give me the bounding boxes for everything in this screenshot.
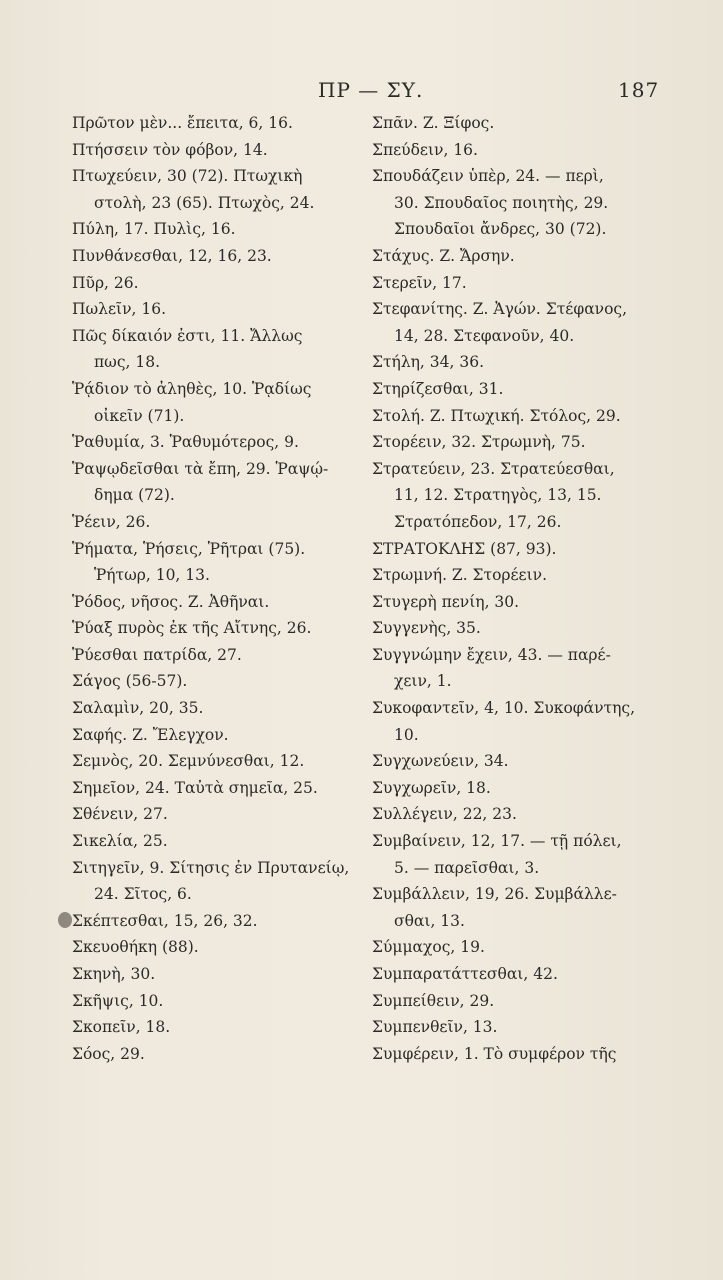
index-line: Ῥᾴδιον τὸ ἀληθὲς, 10. Ῥᾳδίως — [72, 379, 312, 398]
index-line: Σημεῖον, 24. Ταὐτὰ σημεῖα, 25. — [72, 778, 318, 797]
index-column-left — [72, 110, 372, 1067]
index-line: 24. Σῖτος, 6. — [94, 885, 192, 904]
index-line: Συμπαρατάττεσθαι, 42. — [372, 965, 558, 983]
index-line: 14, 28. Στεφανοῦν, 40. — [394, 326, 575, 345]
index-line: Ῥαψῳδεῖσθαι τὰ ἔπη, 29. Ῥαψῴ- — [72, 459, 329, 478]
index-line: Πτήσσειν τὸν φόβον, 14. — [72, 140, 268, 159]
index-line: Πτωχεύειν, 30 (72). Πτωχικὴ — [72, 167, 303, 186]
index-line: Συμβάλλειν, 19, 26. Συμβάλλε- — [372, 885, 617, 904]
index-line: Στολή. Ζ. Πτωχική. Στόλος, 29. — [372, 406, 621, 425]
index-line: Ῥύεσθαι πατρίδα, 27. — [72, 645, 242, 664]
index-line: Πῶς δίκαιόν ἐστι, 11. Ἄλλως — [72, 326, 303, 345]
index-line: Σκοπεῖν, 18. — [72, 1018, 171, 1037]
index-line: Ῥαθυμία, 3. Ῥαθυμότερος, 9. — [72, 433, 299, 452]
index-line: Συγγνώμην ἔχειν, 43. — παρέ- — [372, 645, 611, 664]
index-line: Συλλέγειν, 22, 23. — [372, 805, 517, 824]
index-line: οἰκεῖν (71). — [94, 406, 185, 425]
index-line: 10. — [394, 725, 419, 744]
index-line: Πυνθάνεσθαι, 12, 16, 23. — [72, 246, 272, 265]
index-line: Συγγενὴς, 35. — [372, 619, 481, 638]
index-line: Συγχωρεῖν, 18. — [372, 778, 491, 797]
index-line: 30. Σπουδαῖος ποιητὴς, 29. — [394, 193, 609, 212]
index-line: Σκευοθήκη (88). — [72, 938, 199, 957]
index-line: Πωλεῖν, 16. — [72, 300, 167, 319]
index-line: Πῦρ, 26. — [72, 273, 139, 292]
index-line: Ῥέειν, 26. — [72, 512, 151, 531]
index-line: Στηρίζεσθαι, 31. — [372, 379, 504, 398]
index-line: Στήλη, 34, 36. — [372, 353, 485, 372]
index-line: Στορέειν, 32. Στρωμνὴ, 75. — [372, 433, 586, 452]
index-line: στολὴ, 23 (65). Πτωχὸς, 24. — [94, 193, 315, 212]
index-line: Πύλη, 17. Πυλὶς, 16. — [72, 220, 236, 239]
index-line: Σπουδαῖοι ἄνδρες, 30 (72). — [394, 220, 607, 239]
index-line: Σόος, 29. — [72, 1044, 145, 1063]
index-line: Σκέπτεσθαι, 15, 26, 32. — [72, 911, 258, 930]
index-line: Ῥόδος, νῆσος. Ζ. Ἀθῆναι. — [72, 592, 270, 611]
index-line: Συγχωνεύειν, 34. — [372, 752, 509, 771]
index-line: Στυγερὴ πενίη, 30. — [372, 592, 520, 611]
index-line: Ῥήματα, Ῥήσεις, Ῥῆτραι (75). — [72, 539, 306, 558]
index-line: Συμβαίνειν, 12, 17. — τῇ πόλει, — [372, 832, 622, 851]
index-line: Σικελία, 25. — [72, 832, 168, 851]
ink-blot — [58, 912, 72, 928]
index-line: Σκηνὴ, 30. — [72, 965, 156, 983]
index-line: Σπᾶν. Ζ. Ξίφος. — [372, 114, 495, 132]
running-head: ΠΡ — ΣΥ. — [318, 78, 424, 102]
index-line: Συκοφαντεῖν, 4, 10. Συκοφάντης, — [372, 699, 636, 718]
index-line: Σπεύδειν, 16. — [372, 140, 478, 159]
index-line: Στρατεύειν, 23. Στρατεύεσθαι, — [372, 459, 615, 478]
index-line: Σάγος (56-57). — [72, 672, 188, 691]
index-line: πως, 18. — [94, 353, 161, 372]
index-line: Ῥύαξ πυρὸς ἐκ τῆς Αἴτνης, 26. — [72, 619, 312, 638]
index-line: Συμπενθεῖν, 13. — [372, 1018, 498, 1037]
index-line: Στρωμνή. Ζ. Στορέειν. — [372, 566, 548, 585]
index-line: Σαλαμὶν, 20, 35. — [72, 699, 204, 718]
index-line: ΣΤΡΑΤΟΚΛΗΣ (87, 93). — [372, 539, 557, 558]
index-line: Σύμμαχος, 19. — [372, 938, 485, 957]
index-line: 11, 12. Στρατηγὸς, 13, 15. — [394, 486, 602, 505]
index-line: Στερεῖν, 17. — [372, 273, 467, 292]
index-line: Συμφέρειν, 1. Τὸ συμφέρον τῆς — [372, 1044, 617, 1063]
index-line: 5. — παρεῖσθαι, 3. — [394, 858, 540, 877]
index-line: Σεμνὸς, 20. Σεμνύνεσθαι, 12. — [72, 752, 305, 771]
index-column-right — [372, 110, 692, 1067]
index-line: σθαι, 13. — [394, 911, 465, 930]
index-line: Σπουδάζειν ὑπὲρ, 24. — περὶ, — [372, 167, 604, 186]
index-line: Συμπείθειν, 29. — [372, 991, 495, 1010]
index-line: Στεφανίτης. Ζ. Ἀγών. Στέφανος, — [372, 300, 628, 319]
index-line: Σκῆψις, 10. — [72, 991, 164, 1010]
index-line: χειν, 1. — [394, 672, 452, 691]
index-line: Σιτηγεῖν, 9. Σίτησις ἐν Πρυτανείῳ, — [72, 858, 350, 877]
index-line: δημα (72). — [94, 486, 175, 505]
index-line: Στρατόπεδον, 17, 26. — [394, 512, 562, 531]
page-number: 187 — [618, 78, 660, 102]
index-line: Σθένειν, 27. — [72, 805, 168, 824]
index-line: Πρῶτον μὲν... ἔπειτα, 6, 16. — [72, 114, 293, 132]
index-line: Σαφής. Ζ. Ἔλεγχον. — [72, 725, 229, 744]
index-line: Στάχυς. Ζ. Ἄρσην. — [372, 246, 515, 265]
index-line: Ῥήτωρ, 10, 13. — [94, 566, 210, 585]
